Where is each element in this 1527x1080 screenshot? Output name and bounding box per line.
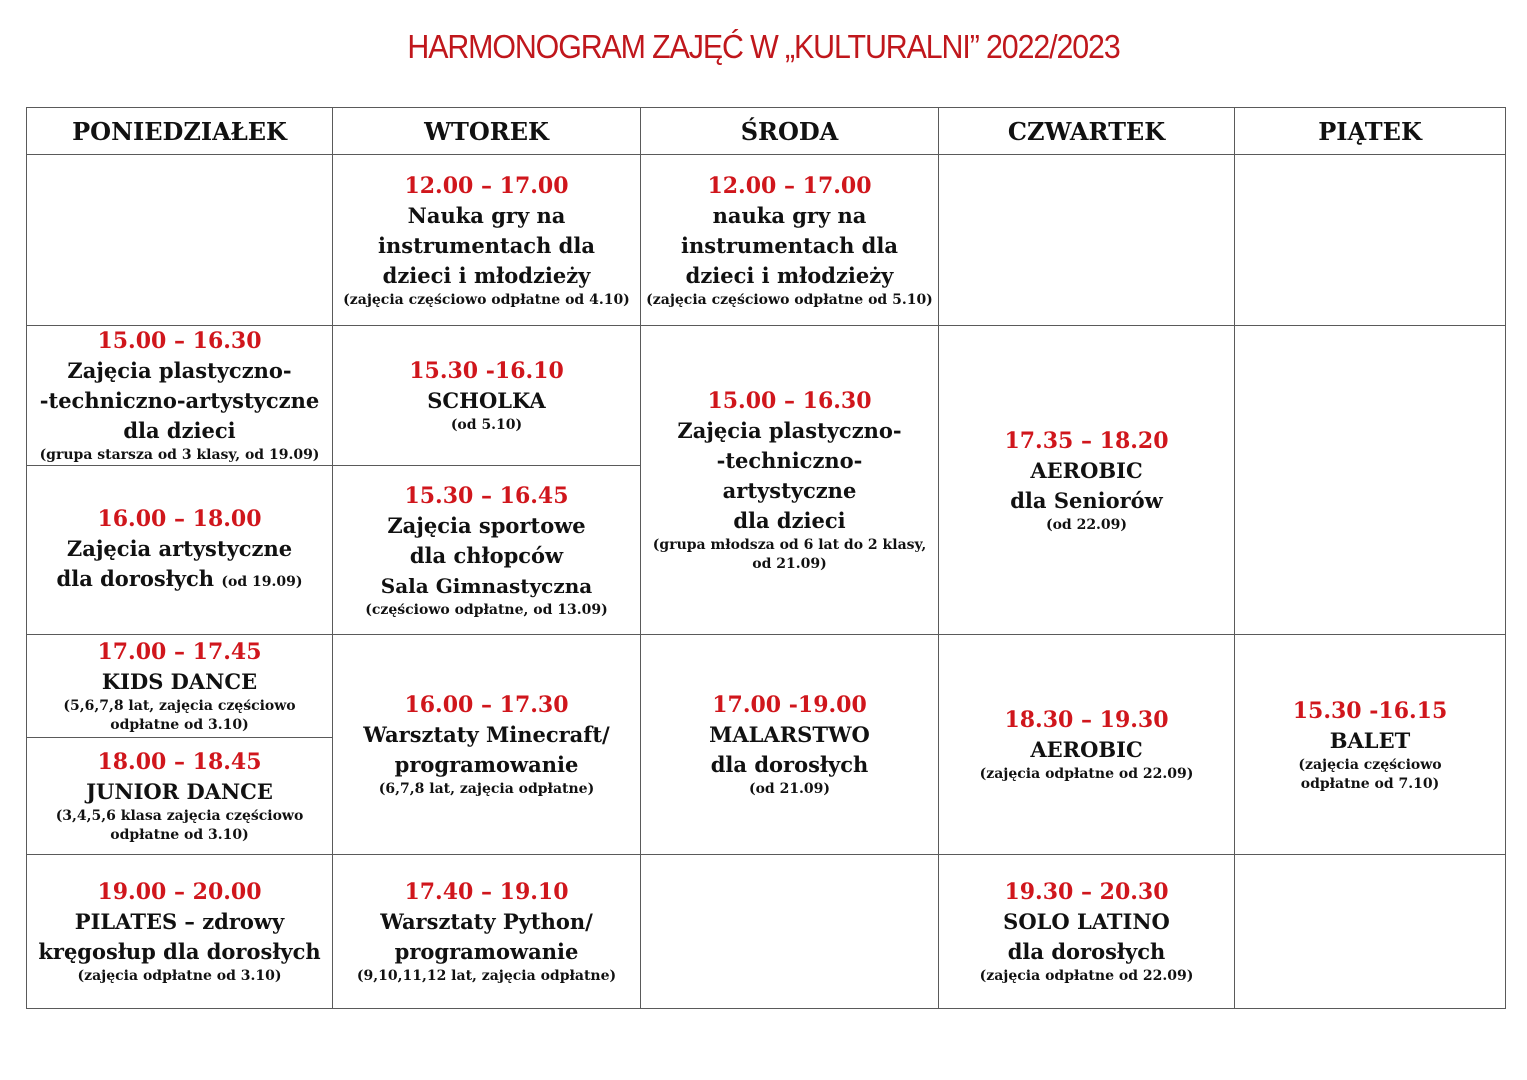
event-name: programowanie [394, 752, 579, 777]
event-note: (grupa starsza od 3 klasy, od 19.09) [39, 447, 320, 463]
event-name: Zajęcia plastyczno- [677, 418, 902, 443]
event-name: AEROBIC [1030, 737, 1143, 762]
schedule-table [26, 107, 1506, 1009]
event-name: dla dorosłych [1007, 939, 1166, 964]
event-time: 16.00 – 17.30 [404, 692, 569, 718]
page-title: HARMONOGRAM ZAJĘĆ W „KULTURALNI” 2022/2023 [407, 28, 1120, 65]
header-row [27, 108, 1506, 155]
day-header-tuesday: WTOREK [333, 108, 641, 155]
schedule-cell [641, 635, 939, 855]
schedule-cell [333, 635, 641, 855]
event-time: 12.00 – 17.00 [404, 172, 569, 199]
event-name: Nauka gry na [407, 202, 566, 228]
schedule-cell [939, 326, 1235, 635]
event-note: (zajęcia odpłatne od 22.09) [979, 968, 1194, 984]
empty-cell [641, 855, 939, 1009]
event-name: dla dzieci [123, 418, 236, 443]
event-note: (od 19.09) [221, 573, 303, 590]
table-row [27, 326, 1506, 466]
event-name: dla dorosłych [56, 565, 215, 591]
event-time: 15.00 – 16.30 [707, 388, 872, 414]
event-name: kręgosłup dla dorosłych [38, 939, 321, 964]
schedule-cell [27, 326, 333, 466]
event-name: dla chłopców [409, 542, 564, 568]
empty-cell [1235, 155, 1506, 326]
schedule-cell [939, 635, 1235, 855]
event-name: Zajęcia artystyczne [66, 535, 293, 561]
event-name-with-note [57, 564, 303, 597]
event-time: 15.30 – 16.45 [404, 482, 569, 509]
schedule-cell [641, 155, 939, 326]
event-note: (od 22.09) [1045, 516, 1128, 533]
day-header-thursday: CZWARTEK [939, 108, 1235, 155]
event-note: od 21.09) [752, 556, 827, 572]
event-time: 17.35 – 18.20 [1004, 427, 1169, 454]
table-row [27, 855, 1506, 1009]
event-note: (od 21.09) [748, 781, 831, 797]
event-time: 18.30 – 19.30 [1004, 707, 1169, 733]
event-note: (zajęcia częściowo odpłatne od 4.10) [343, 291, 630, 308]
event-time: 17.40 – 19.10 [404, 879, 569, 905]
schedule-cell [939, 855, 1235, 1009]
event-time: 17.00 -19.00 [712, 692, 867, 718]
event-name: dla dzieci [733, 508, 846, 533]
event-time: 18.00 – 18.45 [97, 749, 262, 775]
event-name: dzieci i młodzieży [382, 262, 591, 288]
day-header-wednesday: ŚRODA [641, 108, 939, 155]
event-note: (częściowo odpłatne, od 13.09) [365, 601, 608, 618]
event-time: 17.00 – 17.45 [97, 639, 262, 665]
schedule-cell [333, 855, 641, 1009]
event-note: (3,4,5,6 klasa zajęcia częściowo [55, 808, 304, 824]
event-time: 19.30 – 20.30 [1004, 879, 1169, 905]
event-time: 15.00 – 16.30 [97, 328, 262, 354]
event-name: Warsztaty Minecraft/ [363, 722, 610, 747]
event-name: Zajęcia plastyczno- [67, 358, 292, 383]
event-name: AEROBIC [1030, 457, 1143, 483]
event-note: odpłatne od 3.10) [110, 717, 249, 733]
event-note: odpłatne od 7.10) [1300, 775, 1440, 792]
schedule-cell [333, 466, 641, 635]
event-note: (grupa młodsza od 6 lat do 2 klasy, [652, 537, 927, 553]
event-note: (5,6,7,8 lat, zajęcia częściowo [63, 698, 296, 714]
event-note: (zajęcia odpłatne od 22.09) [979, 766, 1194, 782]
schedule-cell [27, 855, 333, 1009]
event-name: KIDS DANCE [101, 669, 258, 694]
event-note: (zajęcia częściowo odpłatne od 5.10) [646, 291, 933, 308]
schedule-cell [27, 738, 333, 855]
event-name: instrumentach dla [681, 232, 898, 258]
schedule-cell [27, 635, 333, 738]
event-name: dzieci i młodzieży [685, 262, 894, 288]
event-time: 15.30 -16.10 [409, 358, 564, 384]
event-note: (6,7,8 lat, zajęcia odpłatne) [378, 781, 595, 797]
event-name: SOLO LATINO [1003, 909, 1170, 934]
event-name: Zajęcia sportowe [387, 512, 586, 538]
day-header-monday: PONIEDZIAŁEK [27, 108, 333, 155]
event-name: dla Seniorów [1010, 487, 1163, 513]
event-note: (od 5.10) [450, 417, 523, 433]
schedule-cell [641, 326, 939, 635]
event-name: artystyczne [722, 478, 857, 503]
event-time: 15.30 -16.15 [1292, 697, 1448, 724]
empty-cell [1235, 855, 1506, 1009]
schedule-cell [1235, 635, 1506, 855]
event-name: -techniczno- [716, 448, 863, 473]
event-name: PILATES – zdrowy [74, 909, 285, 934]
empty-cell [1235, 326, 1506, 635]
event-name: Warsztaty Python/ [380, 909, 593, 934]
day-header-friday: PIĄTEK [1235, 108, 1506, 155]
empty-cell [27, 155, 333, 326]
event-name: nauka gry na [712, 202, 867, 228]
event-time: 19.00 – 20.00 [97, 879, 262, 905]
event-name: MALARSTWO [709, 722, 870, 747]
event-note: (zajęcia odpłatne od 3.10) [77, 968, 282, 984]
event-name: Sala Gimnastyczna [380, 573, 593, 598]
event-name: JUNIOR DANCE [86, 779, 273, 804]
event-time: 16.00 – 18.00 [97, 505, 262, 532]
schedule-cell [27, 466, 333, 635]
event-name: SCHOLKA [427, 388, 546, 413]
event-name: -techniczno-artystyczne [39, 388, 320, 413]
table-row [27, 155, 1506, 326]
event-note: (zajęcia częściowo [1298, 756, 1442, 773]
table-row [27, 635, 1506, 738]
event-name: programowanie [394, 939, 579, 964]
event-name: instrumentach dla [378, 232, 595, 258]
schedule-cell [333, 326, 641, 466]
empty-cell [939, 155, 1235, 326]
event-name: dla dorosłych [710, 752, 869, 777]
schedule-cell [333, 155, 641, 326]
event-name: BALET [1329, 727, 1411, 753]
event-note: odpłatne od 3.10) [110, 827, 249, 843]
event-note: (9,10,11,12 lat, zajęcia odpłatne) [356, 968, 617, 984]
event-time: 12.00 – 17.00 [707, 172, 872, 199]
